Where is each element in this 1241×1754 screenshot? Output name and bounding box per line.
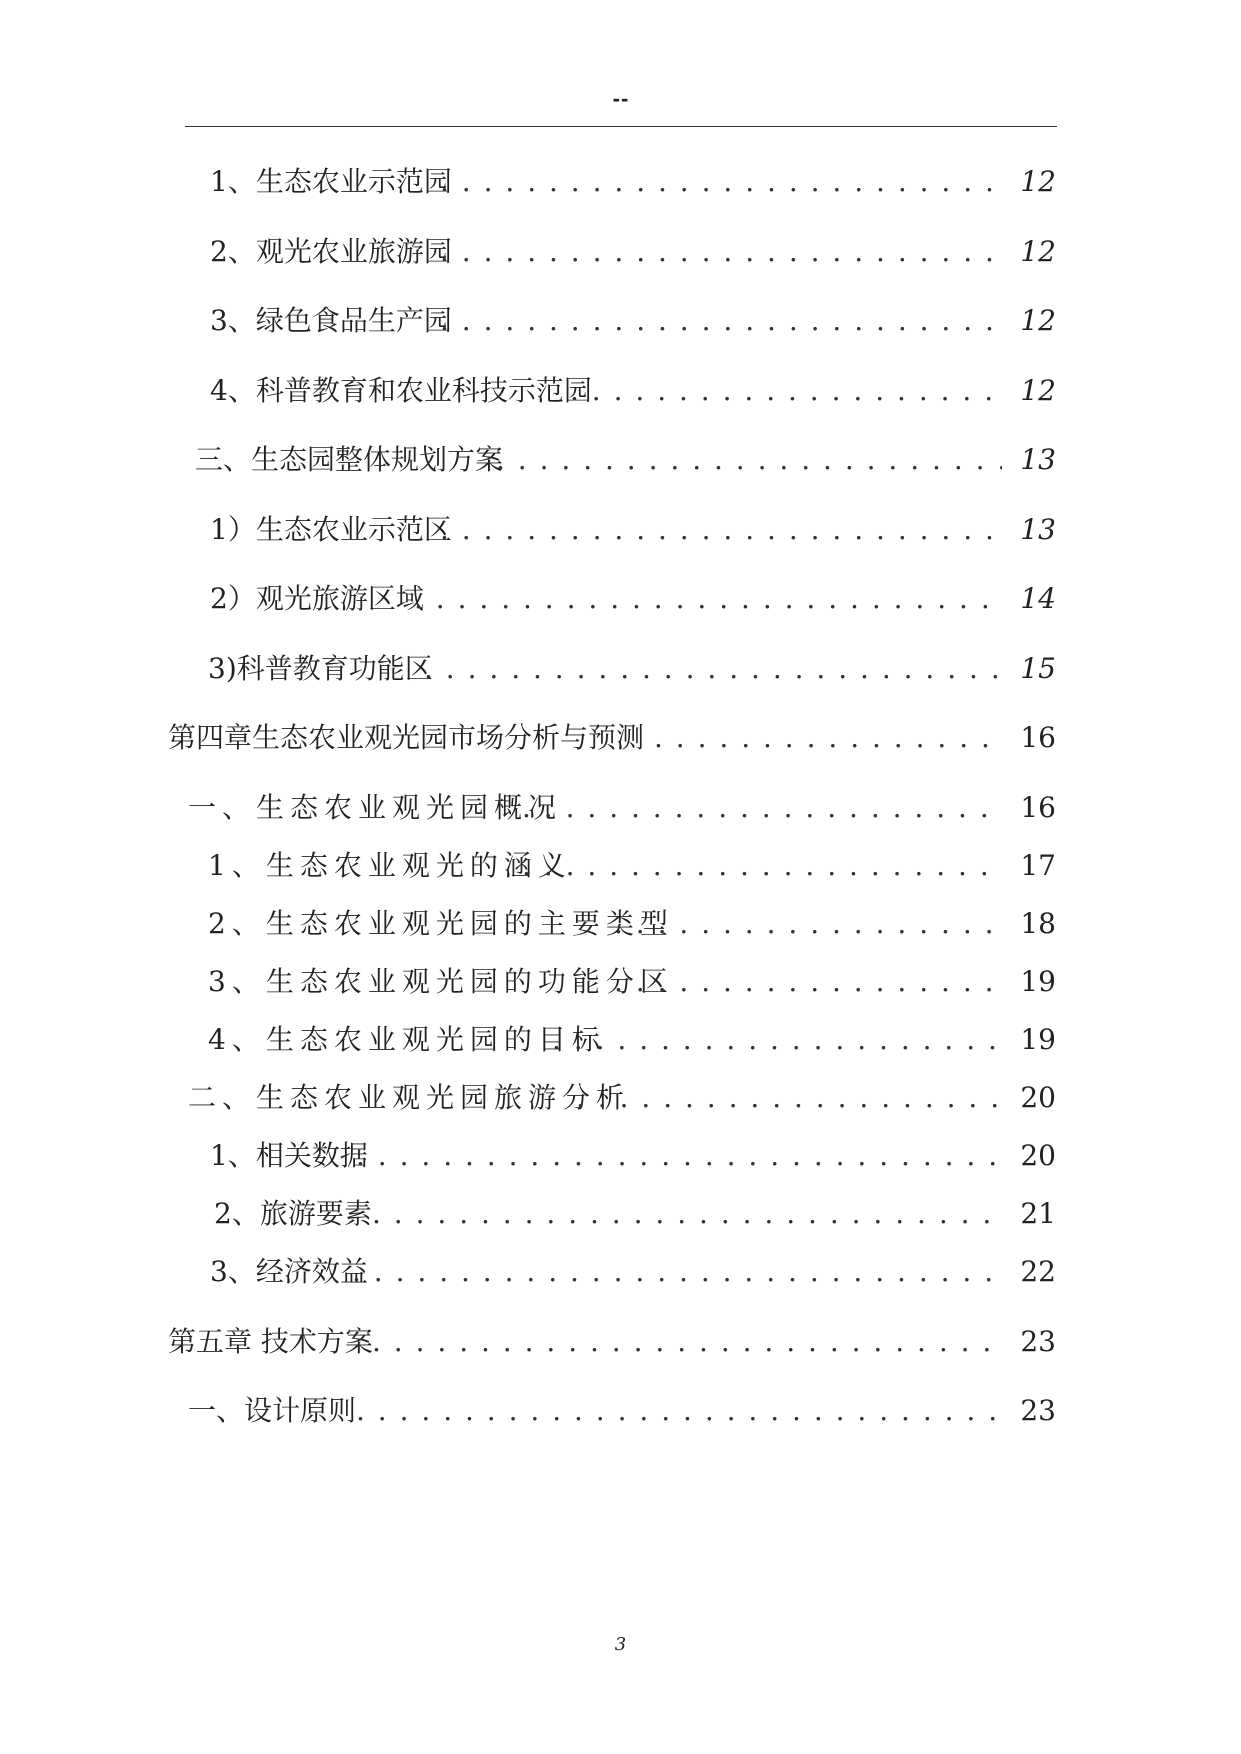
toc-leader-dots — [522, 846, 1056, 886]
toc-entry-page: 13 — [1002, 440, 1056, 480]
toc-leader-dots — [356, 1136, 1056, 1176]
toc-entry-title: 2）观光旅游区域 — [210, 582, 424, 615]
toc-leader-dots — [414, 579, 1056, 619]
toc-entry-page: 21 — [1002, 1194, 1056, 1234]
toc-entry-title: 1、生态农业示范园 — [210, 165, 452, 198]
toc-entry-title: 3、经济效益 — [210, 1255, 368, 1288]
toc-entry[interactable] — [0, 162, 1241, 202]
toc-leader-dots — [576, 1078, 1056, 1118]
toc-entry-title: 第五章 技术方案 — [168, 1325, 373, 1358]
toc-leader-dots — [356, 1391, 1056, 1431]
toc-entry-title: 2、旅游要素 — [214, 1197, 372, 1230]
toc-entry-page: 15 — [1002, 649, 1056, 689]
toc-entry-page: 22 — [1002, 1252, 1056, 1292]
toc-leader-dots — [440, 232, 1056, 272]
toc-entry-title: 二、生态农业观光园旅游分析 — [188, 1081, 631, 1114]
page-header — [185, 86, 1057, 127]
toc-leader-dots — [372, 1322, 1056, 1362]
toc-entry[interactable] — [0, 718, 1241, 758]
toc-leader-dots — [570, 371, 1056, 411]
toc-entry-title: 2、观光农业旅游园 — [210, 235, 452, 268]
toc-entry-page: 23 — [1002, 1322, 1056, 1362]
toc-leader-dots — [522, 788, 1056, 828]
toc-entry[interactable] — [0, 1391, 1241, 1431]
toc-leader-dots — [614, 904, 1056, 944]
toc-entry-title: 三、生态园整体规划方案 — [195, 443, 504, 476]
toc-leader-dots — [552, 1020, 1056, 1060]
toc-entry-title: 1、相关数据 — [210, 1139, 368, 1172]
toc-entry-title: 一、生态农业观光园概况 — [188, 791, 563, 824]
toc-entry-page: 13 — [1002, 510, 1056, 550]
toc-entry-page: 12 — [1002, 162, 1056, 202]
toc-leader-dots — [496, 440, 1056, 480]
toc-entry[interactable] — [0, 510, 1241, 550]
toc-entry[interactable] — [0, 846, 1241, 886]
toc-entry-page: 18 — [1002, 904, 1056, 944]
toc-entry-page: 16 — [1002, 718, 1056, 758]
toc-entry[interactable] — [0, 371, 1241, 411]
toc-entry-title: 3、生态农业观光园的功能分区 — [208, 965, 674, 998]
toc-entry-page: 20 — [1002, 1078, 1056, 1118]
toc-entry-page: 12 — [1002, 301, 1056, 341]
toc-entry[interactable] — [0, 579, 1241, 619]
toc-entry-title: 1）生态农业示范区 — [210, 513, 452, 546]
toc-entry[interactable] — [0, 649, 1241, 689]
toc-leader-dots — [440, 510, 1056, 550]
toc-entry-title: 3)科普教育功能区 — [208, 652, 433, 685]
header-text: -- — [612, 86, 630, 111]
toc-leader-dots — [424, 649, 1056, 689]
toc-entry-title: 4、生态农业观光园的目标 — [208, 1023, 606, 1056]
page-number: 3 — [614, 1634, 627, 1655]
toc-entry-page: 12 — [1002, 232, 1056, 272]
toc-entry[interactable] — [0, 962, 1241, 1002]
toc-entry-page: 17 — [1002, 846, 1056, 886]
toc-entry-title: 1、生态农业观光的涵义 — [208, 849, 572, 882]
toc-leader-dots — [654, 718, 1056, 758]
toc-entry-page: 19 — [1002, 962, 1056, 1002]
toc-entry-page: 20 — [1002, 1136, 1056, 1176]
toc-entry-title: 一、设计原则 — [188, 1394, 357, 1427]
toc-leader-dots — [440, 301, 1056, 341]
toc-leader-dots — [614, 962, 1056, 1002]
toc-entry[interactable] — [0, 301, 1241, 341]
toc-entry-page: 23 — [1002, 1391, 1056, 1431]
toc-entry[interactable] — [0, 1252, 1241, 1292]
toc-entry[interactable] — [0, 788, 1241, 828]
toc-entry-page: 16 — [1002, 788, 1056, 828]
toc-entry-title: 4、科普教育和农业科技示范园 — [210, 374, 592, 407]
toc-entry-page: 14 — [1002, 579, 1056, 619]
toc-entry[interactable] — [0, 1322, 1241, 1362]
toc-leader-dots — [352, 1252, 1056, 1292]
toc-entry[interactable] — [0, 1136, 1241, 1176]
toc-entry[interactable] — [0, 1020, 1241, 1060]
toc-entry-page: 12 — [1002, 371, 1056, 411]
toc-entry[interactable] — [0, 1078, 1241, 1118]
toc-leader-dots — [372, 1194, 1056, 1234]
toc-entry[interactable] — [0, 1194, 1241, 1234]
toc-entry-page: 19 — [1002, 1020, 1056, 1060]
toc-entry-title: 3、绿色食品生产园 — [210, 304, 452, 337]
toc-entry-title: 2、生态农业观光园的主要类型 — [208, 907, 674, 940]
toc-entry[interactable] — [0, 232, 1241, 272]
toc-entry-title: 第四章生态农业观光园市场分析与预测 — [168, 721, 645, 754]
toc-entry[interactable] — [0, 904, 1241, 944]
toc-entry[interactable] — [0, 440, 1241, 480]
toc-leader-dots — [440, 162, 1056, 202]
